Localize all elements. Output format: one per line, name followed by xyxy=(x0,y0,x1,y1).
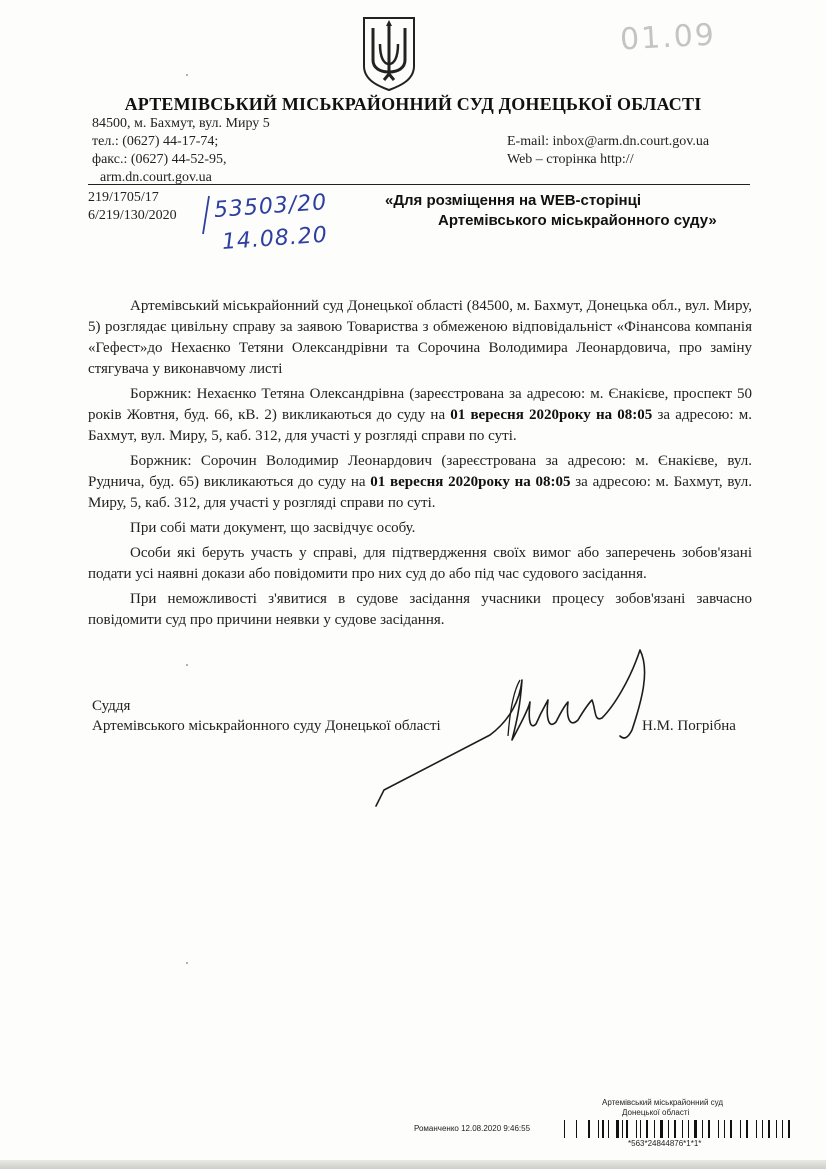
stamp-registrar: Романченко 12.08.2020 9:46:55 xyxy=(414,1124,531,1133)
scan-edge xyxy=(0,1160,826,1169)
notice-body xyxy=(88,296,752,635)
court-site: arm.dn.court.gov.ua xyxy=(100,170,212,185)
court-phone: тел.: (0627) 44-17-74; xyxy=(92,134,219,149)
judge-name: Н.М. Погрібна xyxy=(642,718,736,734)
court-address: 84500, м. Бахмут, вул. Миру 5 xyxy=(92,116,270,131)
destination-line-1: «Для розміщення на WEB-сторінці xyxy=(385,192,641,209)
judge-title: Суддя xyxy=(92,698,131,714)
speck xyxy=(186,664,188,666)
case-number: 219/1705/17 xyxy=(88,190,159,205)
barcode-text: *563*24844876*1*1* xyxy=(628,1139,702,1148)
trident-emblem-icon xyxy=(360,14,418,92)
paragraph-absence: При неможливості з'явитися в судове засідання учасники процесу зобов'язані завчасно повідомити суд про причини неявки у судове засідання. xyxy=(88,591,752,628)
hearing-datetime: 01 вересня 2020року на 08:05 xyxy=(370,474,571,490)
stamp-court-line-2: Донецької області xyxy=(622,1108,690,1117)
court-email: E-mail: inbox@arm.dn.court.gov.ua xyxy=(507,134,710,149)
barcode-icon xyxy=(564,1120,794,1138)
handwritten-registration: 53503/20 xyxy=(213,190,329,223)
court-title: АРТЕМІВСЬКИЙ МІСЬКРАЙОННИЙ СУД ДОНЕЦЬКОЇ ОБЛАСТІ xyxy=(124,94,702,114)
speck xyxy=(186,74,188,76)
speck xyxy=(186,962,188,964)
stamp-court-line-1: Артемівський міськрайонний суд xyxy=(602,1098,724,1107)
paragraph-debtor-1: Боржник: Нехаєнко Тетяна Олександрівна (зареєстрована за адресою: м. Єнакієве, проспект 50 років Жовтня, буд. 66, кВ. 2) викликаються до суду на 01 вересня 2020року на 08:05 за адресою: м. Бахмут, вул. Миру, 5, каб. 312, для участі у розгляді справи по суті. xyxy=(88,386,752,444)
handwritten-slash xyxy=(201,194,211,236)
handwritten-number: 01.09 xyxy=(619,17,717,58)
paragraph-debtor-2: Боржник: Сорочин Володимир Леонардович (зареєстрована за адресою: м. Єнакієве, вул. Руднича, буд. 65) викликаються до суду на 01 вересня 2020року на 08:05 за адресою: м. Бахмут, вул. Миру, 5, каб. 312, для участі у розгляді справи по суті. xyxy=(88,453,752,511)
judge-court: Артемівського міськрайонного суду Донецької області xyxy=(92,718,441,734)
handwritten-date: 14.08.20 xyxy=(221,222,329,255)
court-fax: факс.: (0627) 44-52-95, xyxy=(92,152,227,167)
destination-line-2: Артемівського міськрайонного суду» xyxy=(438,212,717,229)
paragraph-evidence: Особи які беруть участь у справі, для підтвердження своїх вимог або заперечень зобов'язані подати усі наявні докази або повідомити про них суд до або під час судового засідання. xyxy=(88,545,752,582)
hearing-datetime: 01 вересня 2020року на 08:05 xyxy=(450,407,653,423)
court-web: Web – сторінка http:// xyxy=(507,152,634,167)
proceeding-number: 6/219/130/2020 xyxy=(88,208,177,223)
paragraph-id: При собі мати документ, що засвідчує особу. xyxy=(130,520,416,536)
header-divider xyxy=(88,184,750,185)
paragraph-case: Артемівський міськрайонний суд Донецької області (84500, м. Бахмут, Донецька обл., вул. Миру, 5) розглядає цивільну справу за заявою Товариства з обмеженою відповідальніст «Фінансова компанія «Гефест»до Нехаєнко Тетяни Олександрівни та Сорочина Володимира Леонардовича, про заміну стягувача у виконавчому листі xyxy=(88,298,752,377)
judge-signature xyxy=(370,640,670,820)
